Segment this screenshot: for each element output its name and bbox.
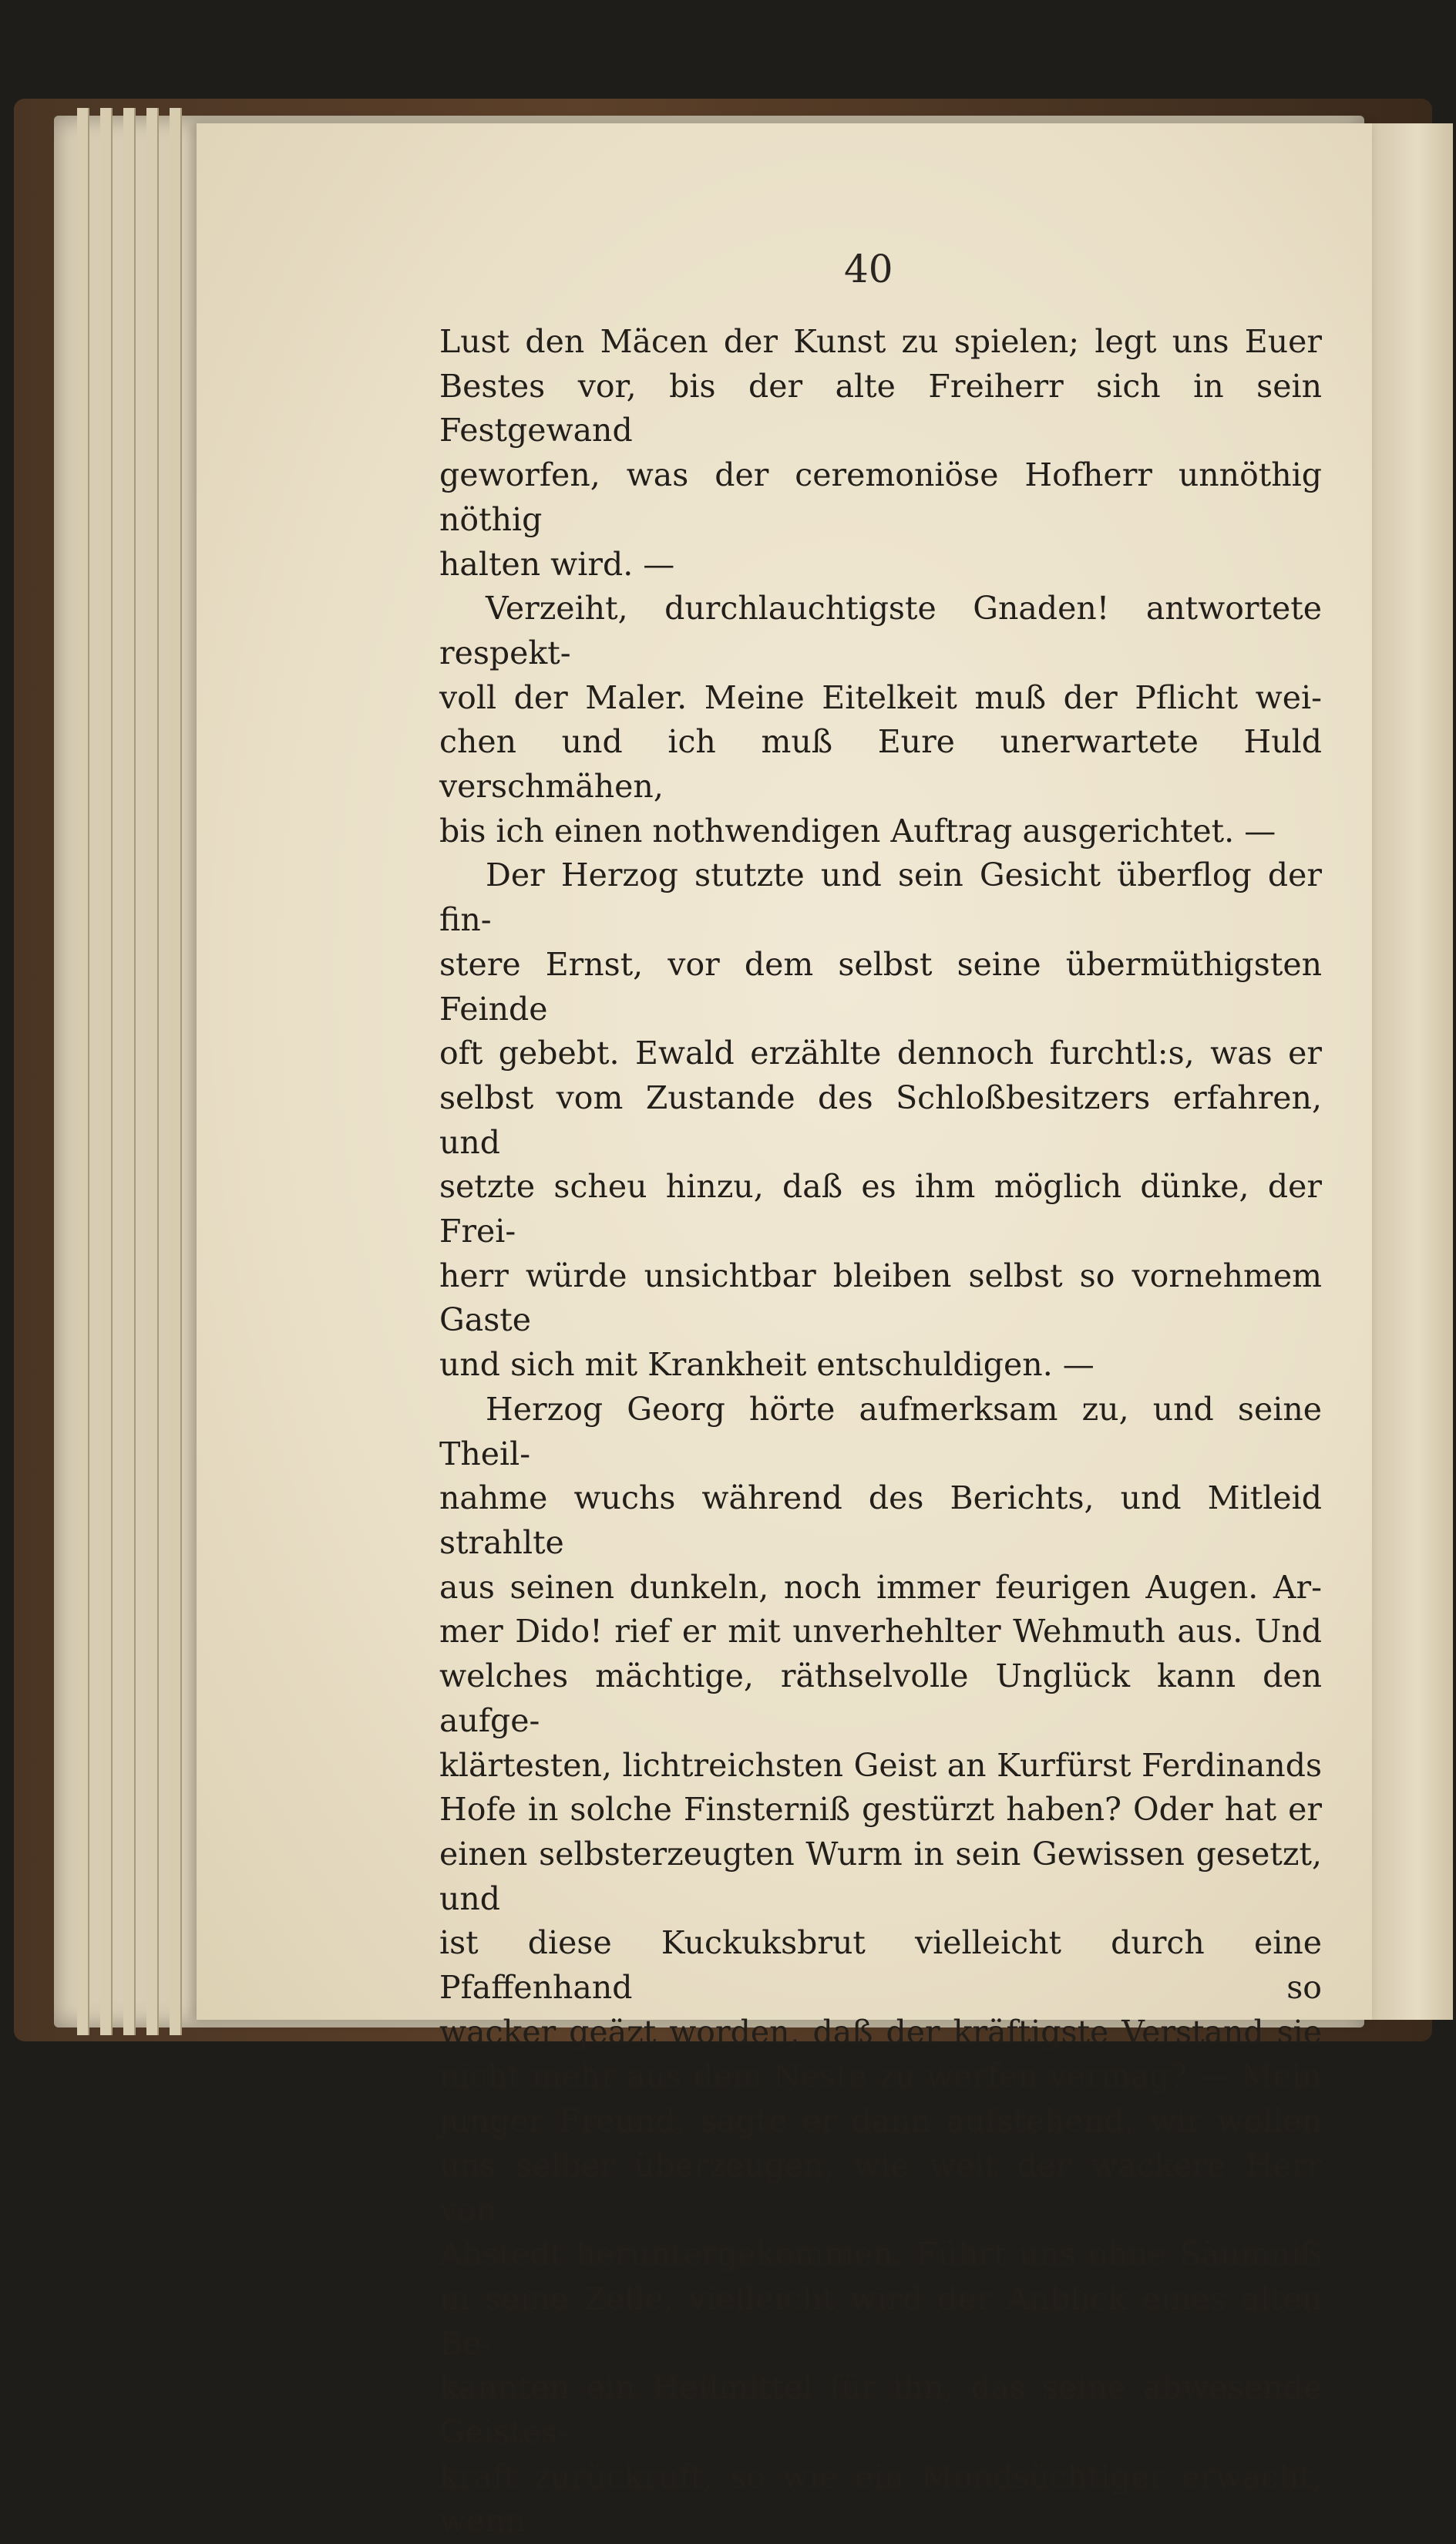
page-number: 40 <box>844 247 893 291</box>
page-edge <box>170 108 182 2035</box>
text-line: kannten ein Heilmittel für ihn, das seine abwesende Geistes- <box>439 2369 1322 2451</box>
text-line: Bestes vor, bis der alte Freiherr sich in sein Festgewand <box>439 367 1322 449</box>
page-edge <box>146 108 159 2035</box>
text-line: herr würde unsichtbar bleiben selbst so vornehmem Gaste <box>439 1257 1322 1339</box>
text-line: wacker geäzt worden, daß der kräftigste Verstand sie <box>439 2013 1322 2051</box>
text-line: nahme wuchs während des Berichts, und Mitleid strahlte <box>439 1479 1322 1561</box>
text-line: mer Dido! rief er mit unverhehlter Wehmuth aus. Und <box>439 1613 1322 1651</box>
facing-page-edge <box>1364 123 1453 2020</box>
text-line: geworfen, was der ceremoniöse Hofherr unnöthig nöthig <box>439 456 1322 538</box>
text-line: ist diese Kuckuksbrut vielleicht durch eine Pfaffenhand so <box>439 1924 1322 2007</box>
text-line: setzte scheu hinzu, daß es ihm möglich dünke, der Frei- <box>439 1168 1322 1250</box>
text-line: selbst vom Zustande des Schloßbesitzers erfahren, und <box>439 1079 1322 1161</box>
body-text <box>439 320 1322 2544</box>
text-line: chen und ich muß Eure unerwartete Huld verschmähen, <box>439 723 1322 806</box>
text-line: Ahstedt heruntergekommen. Führt uns ohne Säumniß <box>439 2236 1322 2273</box>
text-line: und sich mit Krankheit entschuldigen. — <box>439 1346 1095 1384</box>
paragraph <box>439 1388 1322 2544</box>
text-line: welches mächtige, räthselvolle Unglück kann den aufge- <box>439 1657 1322 1739</box>
text-line: kraft zurückruft, so wie ein Mondsüchtiger erwacht, wenn <box>439 2458 1322 2540</box>
text-line: stere Ernst, vor dem selbst seine übermüthigsten Feinde <box>439 945 1322 1028</box>
page-edge <box>100 108 113 2035</box>
text-line: in seine Zelle, vielleicht wird der Anblick eines alten Be- <box>439 2280 1322 2362</box>
text-line: Herzog Georg hörte aufmerksam zu, und seine Theil- <box>439 1390 1322 1472</box>
text-line: Lust den Mäcen der Kunst zu spielen; legt uns Euer <box>439 323 1322 360</box>
paragraph <box>439 587 1322 853</box>
text-line: einen selbsterzeugten Wurm in sein Gewissen gesetzt, und <box>439 1835 1322 1917</box>
page-edge <box>77 108 89 2035</box>
text-line: junger Freund, sagte er dann aufstehend, wir wollen <box>439 2102 1322 2140</box>
text-line: aus seinen dunkeln, noch immer feurigen Augen. Ar- <box>439 1568 1322 1606</box>
text-line: bis ich einen nothwendigen Auftrag ausgerichtet. — <box>439 812 1276 850</box>
text-line: halten wird. — <box>439 545 675 583</box>
text-line: Der Herzog stutzte und sein Gesicht überflog der fin- <box>439 856 1322 939</box>
text-line: nicht mehr aus dem Neste zu werfen vermag? — Mein <box>439 2058 1322 2095</box>
text-line: voll der Maler. Meine Eitelkeit muß der Pflicht wei- <box>439 678 1322 716</box>
text-line: Hofe in solche Finsterniß gestürzt haben? Oder hat er <box>439 1791 1322 1829</box>
text-line: oft gebebt. Ewald erzählte dennoch furchtl:s, was er <box>439 1035 1322 1072</box>
text-line: Verzeiht, durchlauchtigste Gnaden! antwortete respekt- <box>439 590 1322 671</box>
text-line: klärtesten, lichtreichsten Geist an Kurfürst Ferdinands <box>439 1746 1322 1784</box>
text-line: uns selber überzeugen, wie weit der wackere Herr von <box>439 2146 1322 2229</box>
paragraph <box>439 853 1322 1387</box>
page-edge <box>123 108 136 2035</box>
paragraph <box>439 320 1322 587</box>
